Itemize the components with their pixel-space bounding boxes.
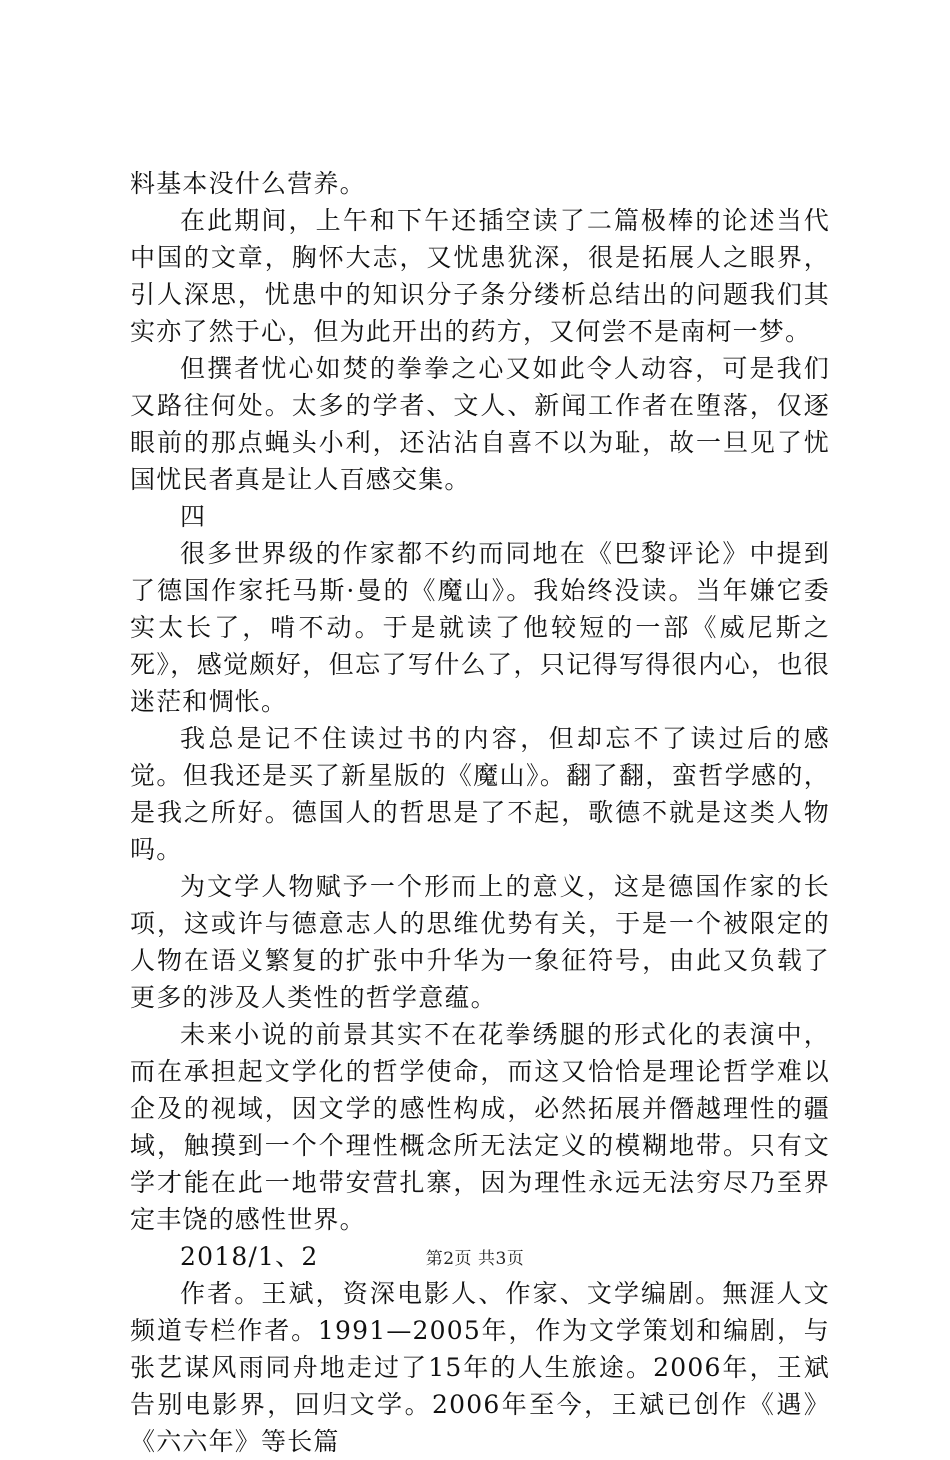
paragraph: 很多世界级的作家都不约而同地在《巴黎评论》中提到了德国作家托马斯·曼的《魔山》。我始终没读。当年嫌它委实太长了，啃不动。于是就读了他较短的一部《威尼斯之死》，感觉颇好，但忘了写什么了，只记得写得很内心，也很迷茫和惆怅。 (130, 539, 830, 716)
date-line: 2018/1、2 (180, 1242, 319, 1271)
page-number-footer: 第2页 共3页 (425, 1249, 525, 1269)
author-bio: 作者。王斌，资深电影人、作家、文学编剧。無涯人文频道专栏作者。1991—2005年，作为文学策划和编剧，与张艺谋风雨同舟地走过了15年的人生旅途。2006年，王斌告别电影界，回归文学。2006年至今，王斌已创作《遇》《六六年》等长篇 (130, 1279, 830, 1456)
section-heading: 四 (180, 502, 207, 531)
paragraph: 我总是记不住读过书的内容，但却忘不了读过后的感觉。但我还是买了新星版的《魔山》。翻了翻，蛮哲学感的，是我之所好。德国人的哲思是了不起，歌德不就是这类人物吗。 (130, 724, 830, 864)
paragraph: 但撰者忧心如焚的拳拳之心又如此令人动容，可是我们又路往何处。太多的学者、文人、新闻工作者在堕落，仅逐眼前的那点蝇头小利，还沾沾自喜不以为耻，故一旦见了忧国忧民者真是让人百感交集。 (130, 354, 830, 494)
paragraph-continuation: 料基本没什么营养。 (130, 169, 366, 198)
paragraph: 在此期间，上午和下午还插空读了二篇极棒的论述当代中国的文章，胸怀大志，又忧患犹深，很是拓展人之眼界，引人深思，忧患中的知识分子条分缕析总结出的问题我们其实亦了然于心，但为此开出的药方，又何尝不是南柯一梦。 (130, 206, 830, 346)
paragraph: 未来小说的前景其实不在花拳绣腿的形式化的表演中，而在承担起文学化的哲学使命，而这又恰恰是理论哲学难以企及的视域，因文学的感性构成，必然拓展并僭越理性的疆域，触摸到一个个理性概念所无法定义的模糊地带。只有文学才能在此一地带安营扎寨，因为理性永远无法穷尽乃至界定丰饶的感性世界。 (130, 1020, 830, 1234)
paragraph: 为文学人物赋予一个形而上的意义，这是德国作家的长项，这或许与德意志人的思维优势有关，于是一个被限定的人物在语义繁复的扩张中升华为一象征符号，由此又负载了更多的涉及人类性的哲学意蕴。 (130, 872, 830, 1012)
